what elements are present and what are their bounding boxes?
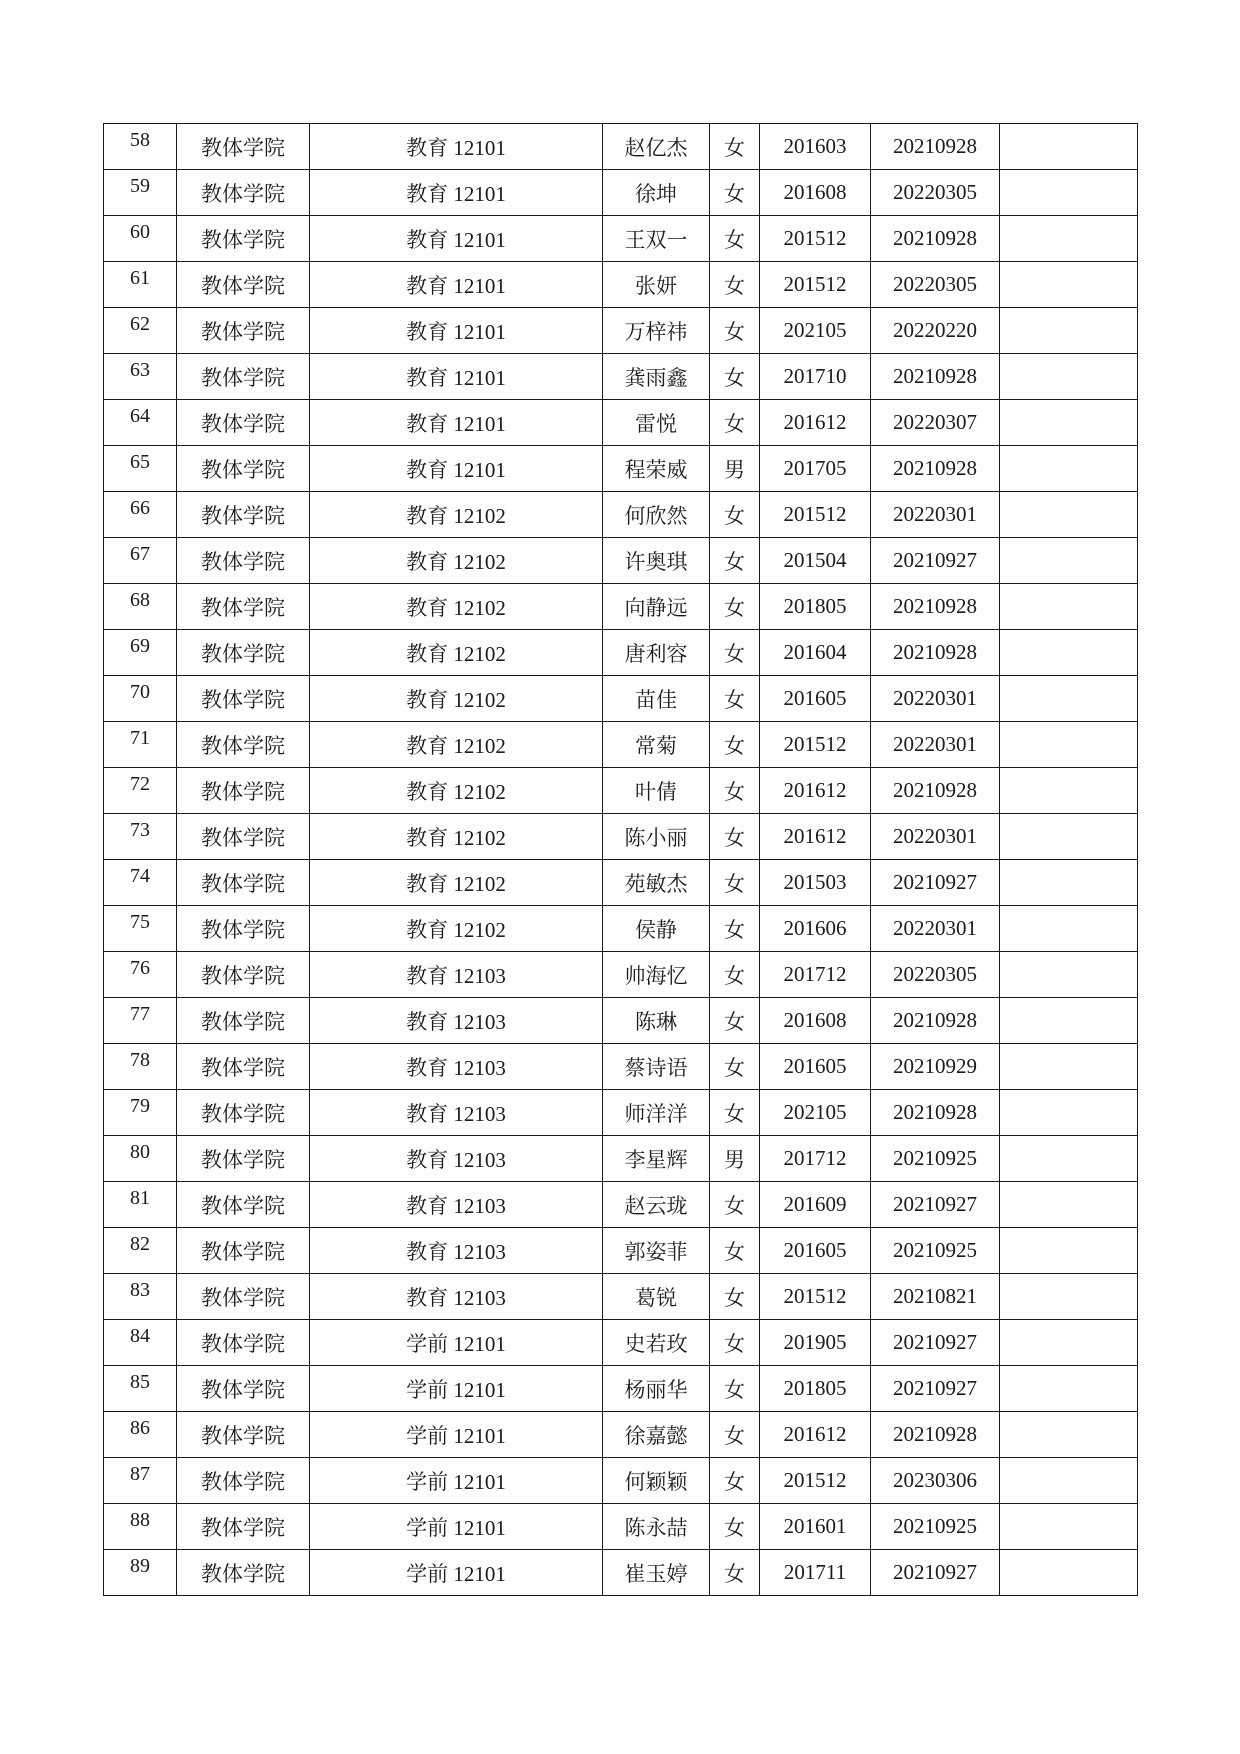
remark-cell	[1000, 492, 1138, 538]
date-cell: 20220220	[871, 308, 1000, 354]
row-number-cell: 86	[104, 1412, 177, 1458]
row-number-cell: 65	[104, 446, 177, 492]
remark-cell	[1000, 262, 1138, 308]
class-cell: 教育 12103	[310, 1090, 603, 1136]
college-cell: 教体学院	[177, 860, 310, 906]
date-cell: 20210928	[871, 446, 1000, 492]
college-cell: 教体学院	[177, 630, 310, 676]
college-cell: 教体学院	[177, 1504, 310, 1550]
table-row	[104, 216, 1138, 262]
name-cell: 龚雨鑫	[603, 354, 710, 400]
student-no-cell: 201512	[760, 216, 871, 262]
college-cell: 教体学院	[177, 722, 310, 768]
gender-cell: 女	[710, 1320, 760, 1366]
table-row	[104, 630, 1138, 676]
college-cell: 教体学院	[177, 1228, 310, 1274]
date-cell: 20210928	[871, 354, 1000, 400]
table-row	[104, 1182, 1138, 1228]
class-cell: 教育 12102	[310, 630, 603, 676]
class-cell: 教育 12103	[310, 1136, 603, 1182]
student-no-cell: 201504	[760, 538, 871, 584]
row-number-cell: 87	[104, 1458, 177, 1504]
date-cell: 20210929	[871, 1044, 1000, 1090]
row-number-cell: 84	[104, 1320, 177, 1366]
table-row	[104, 124, 1138, 170]
gender-cell: 女	[710, 262, 760, 308]
remark-cell	[1000, 1274, 1138, 1320]
table-row	[104, 1320, 1138, 1366]
name-cell: 杨丽华	[603, 1366, 710, 1412]
class-cell: 教育 12101	[310, 124, 603, 170]
remark-cell	[1000, 1458, 1138, 1504]
table-row	[104, 354, 1138, 400]
row-number-cell: 64	[104, 400, 177, 446]
gender-cell: 女	[710, 630, 760, 676]
name-cell: 师洋洋	[603, 1090, 710, 1136]
table-row	[104, 1274, 1138, 1320]
student-no-cell: 201711	[760, 1550, 871, 1596]
remark-cell	[1000, 1136, 1138, 1182]
class-cell: 教育 12102	[310, 676, 603, 722]
college-cell: 教体学院	[177, 538, 310, 584]
gender-cell: 女	[710, 1458, 760, 1504]
row-number-cell: 78	[104, 1044, 177, 1090]
college-cell: 教体学院	[177, 492, 310, 538]
row-number-cell: 63	[104, 354, 177, 400]
date-cell: 20210927	[871, 1182, 1000, 1228]
row-number-cell: 74	[104, 860, 177, 906]
row-number-cell: 77	[104, 998, 177, 1044]
student-no-cell: 201905	[760, 1320, 871, 1366]
gender-cell: 女	[710, 814, 760, 860]
student-no-cell: 201606	[760, 906, 871, 952]
date-cell: 20230306	[871, 1458, 1000, 1504]
name-cell: 常菊	[603, 722, 710, 768]
student-no-cell: 201604	[760, 630, 871, 676]
table-row	[104, 492, 1138, 538]
name-cell: 帅海忆	[603, 952, 710, 998]
remark-cell	[1000, 446, 1138, 492]
name-cell: 程荣威	[603, 446, 710, 492]
name-cell: 史若玫	[603, 1320, 710, 1366]
row-number-cell: 79	[104, 1090, 177, 1136]
name-cell: 万梓祎	[603, 308, 710, 354]
remark-cell	[1000, 1550, 1138, 1596]
date-cell: 20220301	[871, 814, 1000, 860]
class-cell: 教育 12102	[310, 860, 603, 906]
table-row	[104, 814, 1138, 860]
student-no-cell: 201512	[760, 722, 871, 768]
remark-cell	[1000, 1504, 1138, 1550]
class-cell: 学前 12101	[310, 1550, 603, 1596]
remark-cell	[1000, 952, 1138, 998]
remark-cell	[1000, 584, 1138, 630]
date-cell: 20210927	[871, 1550, 1000, 1596]
gender-cell: 女	[710, 538, 760, 584]
college-cell: 教体学院	[177, 768, 310, 814]
row-number-cell: 76	[104, 952, 177, 998]
gender-cell: 女	[710, 1090, 760, 1136]
table-row	[104, 860, 1138, 906]
date-cell: 20210928	[871, 1412, 1000, 1458]
gender-cell: 女	[710, 400, 760, 446]
table-row	[104, 1136, 1138, 1182]
gender-cell: 女	[710, 124, 760, 170]
name-cell: 陈永喆	[603, 1504, 710, 1550]
student-roster-table	[103, 123, 1138, 1596]
remark-cell	[1000, 216, 1138, 262]
remark-cell	[1000, 1228, 1138, 1274]
class-cell: 教育 12103	[310, 1274, 603, 1320]
row-number-cell: 69	[104, 630, 177, 676]
date-cell: 20220301	[871, 906, 1000, 952]
table-row	[104, 308, 1138, 354]
row-number-cell: 68	[104, 584, 177, 630]
class-cell: 教育 12103	[310, 1228, 603, 1274]
student-no-cell: 201710	[760, 354, 871, 400]
gender-cell: 女	[710, 308, 760, 354]
college-cell: 教体学院	[177, 1458, 310, 1504]
gender-cell: 女	[710, 1504, 760, 1550]
college-cell: 教体学院	[177, 170, 310, 216]
gender-cell: 女	[710, 492, 760, 538]
student-no-cell: 202105	[760, 308, 871, 354]
row-number-cell: 73	[104, 814, 177, 860]
table-row	[104, 1044, 1138, 1090]
row-number-cell: 75	[104, 906, 177, 952]
gender-cell: 女	[710, 952, 760, 998]
name-cell: 赵亿杰	[603, 124, 710, 170]
date-cell: 20210928	[871, 998, 1000, 1044]
class-cell: 教育 12101	[310, 400, 603, 446]
table-row	[104, 1228, 1138, 1274]
class-cell: 学前 12101	[310, 1366, 603, 1412]
gender-cell: 女	[710, 1550, 760, 1596]
table-row	[104, 676, 1138, 722]
name-cell: 张妍	[603, 262, 710, 308]
row-number-cell: 70	[104, 676, 177, 722]
class-cell: 教育 12102	[310, 906, 603, 952]
student-no-cell: 201608	[760, 170, 871, 216]
row-number-cell: 81	[104, 1182, 177, 1228]
student-no-cell: 201612	[760, 768, 871, 814]
college-cell: 教体学院	[177, 906, 310, 952]
class-cell: 教育 12101	[310, 354, 603, 400]
name-cell: 徐坤	[603, 170, 710, 216]
name-cell: 何颖颖	[603, 1458, 710, 1504]
date-cell: 20210925	[871, 1136, 1000, 1182]
name-cell: 雷悦	[603, 400, 710, 446]
college-cell: 教体学院	[177, 1182, 310, 1228]
row-number-cell: 83	[104, 1274, 177, 1320]
class-cell: 学前 12101	[310, 1412, 603, 1458]
table-row	[104, 538, 1138, 584]
remark-cell	[1000, 998, 1138, 1044]
date-cell: 20210927	[871, 860, 1000, 906]
college-cell: 教体学院	[177, 446, 310, 492]
date-cell: 20220301	[871, 676, 1000, 722]
college-cell: 教体学院	[177, 354, 310, 400]
college-cell: 教体学院	[177, 216, 310, 262]
date-cell: 20210928	[871, 584, 1000, 630]
class-cell: 教育 12101	[310, 216, 603, 262]
row-number-cell: 80	[104, 1136, 177, 1182]
row-number-cell: 71	[104, 722, 177, 768]
row-number-cell: 58	[104, 124, 177, 170]
remark-cell	[1000, 906, 1138, 952]
row-number-cell: 61	[104, 262, 177, 308]
student-no-cell: 201612	[760, 400, 871, 446]
table-row	[104, 1550, 1138, 1596]
name-cell: 向静远	[603, 584, 710, 630]
name-cell: 崔玉婷	[603, 1550, 710, 1596]
remark-cell	[1000, 768, 1138, 814]
name-cell: 陈小丽	[603, 814, 710, 860]
college-cell: 教体学院	[177, 676, 310, 722]
class-cell: 学前 12101	[310, 1320, 603, 1366]
college-cell: 教体学院	[177, 1320, 310, 1366]
gender-cell: 女	[710, 584, 760, 630]
gender-cell: 女	[710, 1182, 760, 1228]
date-cell: 20210927	[871, 1366, 1000, 1412]
date-cell: 20220301	[871, 722, 1000, 768]
student-no-cell: 201612	[760, 814, 871, 860]
remark-cell	[1000, 1366, 1138, 1412]
class-cell: 教育 12103	[310, 1044, 603, 1090]
table-row	[104, 446, 1138, 492]
date-cell: 20210928	[871, 1090, 1000, 1136]
gender-cell: 女	[710, 676, 760, 722]
student-no-cell: 201603	[760, 124, 871, 170]
remark-cell	[1000, 722, 1138, 768]
date-cell: 20210928	[871, 630, 1000, 676]
class-cell: 教育 12102	[310, 584, 603, 630]
remark-cell	[1000, 354, 1138, 400]
name-cell: 蔡诗语	[603, 1044, 710, 1090]
student-no-cell: 201608	[760, 998, 871, 1044]
row-number-cell: 60	[104, 216, 177, 262]
class-cell: 教育 12103	[310, 998, 603, 1044]
row-number-cell: 59	[104, 170, 177, 216]
name-cell: 李星辉	[603, 1136, 710, 1182]
date-cell: 20210927	[871, 1320, 1000, 1366]
table-row	[104, 262, 1138, 308]
class-cell: 教育 12102	[310, 768, 603, 814]
gender-cell: 女	[710, 906, 760, 952]
date-cell: 20220305	[871, 952, 1000, 998]
name-cell: 王双一	[603, 216, 710, 262]
name-cell: 郭姿菲	[603, 1228, 710, 1274]
college-cell: 教体学院	[177, 1136, 310, 1182]
student-no-cell: 201805	[760, 584, 871, 630]
student-no-cell: 201512	[760, 1458, 871, 1504]
gender-cell: 女	[710, 860, 760, 906]
student-no-cell: 201712	[760, 952, 871, 998]
class-cell: 教育 12101	[310, 308, 603, 354]
class-cell: 教育 12102	[310, 814, 603, 860]
class-cell: 教育 12103	[310, 1182, 603, 1228]
table-row	[104, 1366, 1138, 1412]
college-cell: 教体学院	[177, 1366, 310, 1412]
remark-cell	[1000, 1044, 1138, 1090]
date-cell: 20220305	[871, 170, 1000, 216]
name-cell: 徐嘉懿	[603, 1412, 710, 1458]
table-row	[104, 1458, 1138, 1504]
class-cell: 教育 12102	[310, 722, 603, 768]
college-cell: 教体学院	[177, 308, 310, 354]
remark-cell	[1000, 538, 1138, 584]
student-no-cell: 201612	[760, 1412, 871, 1458]
student-no-cell: 201712	[760, 1136, 871, 1182]
date-cell: 20210928	[871, 124, 1000, 170]
gender-cell: 女	[710, 1412, 760, 1458]
gender-cell: 女	[710, 1044, 760, 1090]
class-cell: 教育 12102	[310, 492, 603, 538]
class-cell: 学前 12101	[310, 1504, 603, 1550]
student-no-cell: 201605	[760, 1044, 871, 1090]
name-cell: 叶倩	[603, 768, 710, 814]
college-cell: 教体学院	[177, 814, 310, 860]
student-no-cell: 201503	[760, 860, 871, 906]
remark-cell	[1000, 1182, 1138, 1228]
name-cell: 陈琳	[603, 998, 710, 1044]
gender-cell: 女	[710, 1366, 760, 1412]
college-cell: 教体学院	[177, 262, 310, 308]
class-cell: 教育 12103	[310, 952, 603, 998]
gender-cell: 男	[710, 1136, 760, 1182]
name-cell: 赵云珑	[603, 1182, 710, 1228]
remark-cell	[1000, 630, 1138, 676]
remark-cell	[1000, 400, 1138, 446]
college-cell: 教体学院	[177, 1274, 310, 1320]
college-cell: 教体学院	[177, 124, 310, 170]
date-cell: 20220305	[871, 262, 1000, 308]
gender-cell: 女	[710, 768, 760, 814]
class-cell: 教育 12101	[310, 262, 603, 308]
college-cell: 教体学院	[177, 1550, 310, 1596]
date-cell: 20210927	[871, 538, 1000, 584]
college-cell: 教体学院	[177, 584, 310, 630]
table-row	[104, 1090, 1138, 1136]
name-cell: 苑敏杰	[603, 860, 710, 906]
gender-cell: 女	[710, 170, 760, 216]
date-cell: 20210928	[871, 768, 1000, 814]
row-number-cell: 66	[104, 492, 177, 538]
college-cell: 教体学院	[177, 998, 310, 1044]
class-cell: 教育 12101	[310, 446, 603, 492]
remark-cell	[1000, 814, 1138, 860]
gender-cell: 女	[710, 216, 760, 262]
remark-cell	[1000, 1412, 1138, 1458]
gender-cell: 女	[710, 354, 760, 400]
table-row	[104, 1412, 1138, 1458]
college-cell: 教体学院	[177, 1090, 310, 1136]
table-row	[104, 998, 1138, 1044]
college-cell: 教体学院	[177, 400, 310, 446]
roster-table-body	[104, 124, 1138, 1596]
row-number-cell: 89	[104, 1550, 177, 1596]
table-row	[104, 952, 1138, 998]
college-cell: 教体学院	[177, 952, 310, 998]
class-cell: 教育 12101	[310, 170, 603, 216]
row-number-cell: 88	[104, 1504, 177, 1550]
row-number-cell: 72	[104, 768, 177, 814]
gender-cell: 男	[710, 446, 760, 492]
student-no-cell: 201805	[760, 1366, 871, 1412]
table-row	[104, 584, 1138, 630]
college-cell: 教体学院	[177, 1412, 310, 1458]
name-cell: 侯静	[603, 906, 710, 952]
date-cell: 20220301	[871, 492, 1000, 538]
student-no-cell: 201601	[760, 1504, 871, 1550]
gender-cell: 女	[710, 1274, 760, 1320]
table-row	[104, 400, 1138, 446]
table-row	[104, 722, 1138, 768]
student-no-cell: 201705	[760, 446, 871, 492]
row-number-cell: 62	[104, 308, 177, 354]
table-row	[104, 1504, 1138, 1550]
remark-cell	[1000, 676, 1138, 722]
remark-cell	[1000, 860, 1138, 906]
table-row	[104, 170, 1138, 216]
row-number-cell: 82	[104, 1228, 177, 1274]
date-cell: 20210821	[871, 1274, 1000, 1320]
row-number-cell: 85	[104, 1366, 177, 1412]
remark-cell	[1000, 124, 1138, 170]
student-no-cell: 201512	[760, 492, 871, 538]
class-cell: 教育 12102	[310, 538, 603, 584]
date-cell: 20220307	[871, 400, 1000, 446]
remark-cell	[1000, 1090, 1138, 1136]
student-no-cell: 202105	[760, 1090, 871, 1136]
date-cell: 20210925	[871, 1504, 1000, 1550]
gender-cell: 女	[710, 722, 760, 768]
student-no-cell: 201605	[760, 1228, 871, 1274]
name-cell: 何欣然	[603, 492, 710, 538]
name-cell: 苗佳	[603, 676, 710, 722]
remark-cell	[1000, 1320, 1138, 1366]
name-cell: 葛锐	[603, 1274, 710, 1320]
date-cell: 20210925	[871, 1228, 1000, 1274]
table-row	[104, 768, 1138, 814]
student-no-cell: 201609	[760, 1182, 871, 1228]
name-cell: 唐利容	[603, 630, 710, 676]
class-cell: 学前 12101	[310, 1458, 603, 1504]
college-cell: 教体学院	[177, 1044, 310, 1090]
student-no-cell: 201512	[760, 1274, 871, 1320]
student-no-cell: 201512	[760, 262, 871, 308]
name-cell: 许奥琪	[603, 538, 710, 584]
table-row	[104, 906, 1138, 952]
row-number-cell: 67	[104, 538, 177, 584]
student-no-cell: 201605	[760, 676, 871, 722]
remark-cell	[1000, 308, 1138, 354]
gender-cell: 女	[710, 998, 760, 1044]
gender-cell: 女	[710, 1228, 760, 1274]
date-cell: 20210928	[871, 216, 1000, 262]
remark-cell	[1000, 170, 1138, 216]
